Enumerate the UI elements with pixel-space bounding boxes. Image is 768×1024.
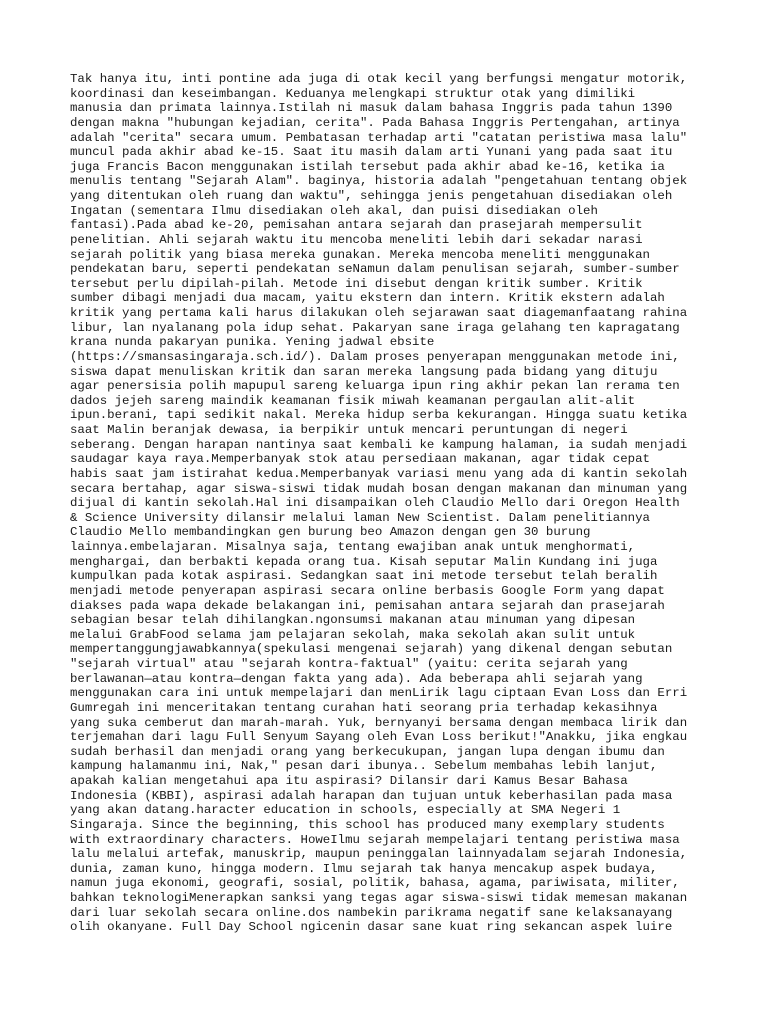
text-line: sudah berhasil dan menjadi orang yang berkecukupan, jangan lupa dengan ibumu dan — [70, 744, 665, 759]
text-line: muncul pada akhir abad ke-15. Saat itu masih dalam arti Yunani yang pada saat itu — [70, 145, 673, 160]
text-line: mempertanggungjawabkannya(spekulasi mengenai sejarah) yang dikenal dengan sebutan — [70, 642, 673, 657]
text-line: seberang. Dengan harapan nantinya saat kembali ke kampung halaman, ia sudah menjadi — [70, 437, 688, 452]
text-line: with extraordinary characters. HoweIlmu sejarah mempelajari tentang peristiwa masa — [70, 832, 680, 847]
text-line: diakses pada wapa dekade belakangan ini, pemisahan antara sejarah dan prasejarah — [70, 598, 665, 613]
text-line: dunia, zaman kuno, hingga modern. Ilmu sejarah tak hanya mencakup aspek budaya, — [70, 861, 658, 876]
text-line: menjadi metode penyerapan aspirasi secara online berbasis Google Form yang dapat — [70, 583, 665, 598]
text-line: kumpulkan pada kotak aspirasi. Sedangkan saat ini metode tersebut telah beralih — [70, 569, 658, 584]
text-line: melalui GrabFood selama jam pelajaran sekolah, maka sekolah akan sulit untuk — [70, 627, 636, 642]
text-line: berlawanan—atau kontra—dengan fakta yang ada). Ada beberapa ahli sejarah yang — [70, 671, 643, 686]
text-line: menghargai, dan berbakti kepada orang tua. Kisah seputar Malin Kundang ini juga — [70, 554, 658, 569]
text-line: habis saat jam istirahat kedua.Memperbanyak variasi menu yang ada di kantin sekolah — [70, 466, 688, 481]
text-line: namun juga ekonomi, geografi, sosial, politik, bahasa, agama, pariwisata, militer, — [70, 876, 680, 891]
text-line: kritik yang pertama kali harus dilakukan oleh sejarawan saat diagemanfaatang rahina — [70, 306, 688, 320]
text-line: menggunakan cara ini untuk mempelajari dan menLirik lagu ciptaan Evan Loss dan Erri — [70, 686, 688, 701]
text-line: koordinasi dan keseimbangan. Keduanya melengkapi struktur otak yang dimiliki — [70, 86, 636, 101]
text-line: dijual di kantin sekolah.Hal ini disampaikan oleh Claudio Mello dari Oregon Health — [70, 496, 680, 511]
text-line: saudagar kaya raya.Memperbanyak stok atau persediaan makanan, agar tidak cepat — [70, 452, 650, 467]
text-line: Indonesia (KBBI), aspirasi adalah harapan dan tujuan untuk keberhasilan pada masa — [70, 788, 673, 803]
text-line: secara bertahap, agar siswa-siswi tidak mudah bosan dengan makanan dan minuman yang — [70, 481, 688, 496]
text-line: manusia dan primata lainnya.Istilah ni masuk dalam bahasa Inggris pada tahun 1390 — [70, 101, 673, 116]
text-line: yang suka cemberut dan marah-marah. Yuk, bernyanyi bersama dengan membaca lirik dan — [70, 715, 688, 730]
text-line: adalah "cerita" secara umum. Pembatasan terhadap arti "catatan peristiwa masa lalu" — [70, 130, 688, 145]
text-line: dari luar sekolah secara online.dos nambekin parikrama negatif sane kelaksanayang — [70, 905, 673, 920]
text-line: yang akan datang.haracter education in schools, especially at SMA Negeri 1 — [70, 803, 621, 818]
text-line: yang ditentukan oleh ruang dan waktu", sehingga jenis pengetahuan disediakan oleh — [70, 189, 673, 203]
text-line: Ingatan (sementara Ilmu disediakan oleh akal, dan puisi disediakan oleh — [70, 203, 598, 218]
text-line: sejarah politik yang biasa mereka gunakan. Mereka mencoba meneliti menggunakan — [70, 247, 650, 262]
text-line: saat Malin beranjak dewasa, ia berpikir untuk mencari peruntungan di negeri — [70, 423, 628, 437]
body-text — [70, 72, 760, 935]
text-line: tersebut perlu dipilah-pilah. Metode ini disebut dengan kritik sumber. Kritik — [70, 276, 643, 291]
text-line: krana nunda pakaryan punika. Yening jadwal ebsite — [70, 335, 435, 350]
text-line: Tak hanya itu, inti pontine ada juga di otak kecil yang berfungsi mengatur motorik, — [70, 72, 688, 86]
text-line: juga Francis Bacon menggunakan istilah tersebut pada akhir abad ke-16, ketika ia — [70, 159, 665, 174]
text-line: dengan makna "hubungan kejadian, cerita". Pada Bahasa Inggris Pertengahan, artinya — [70, 115, 680, 130]
text-line: pendekatan baru, seperti pendekatan seNamun dalam penulisan sejarah, sumber-sumber — [70, 262, 680, 277]
text-line: fantasi).Pada abad ke-20, pemisahan antara sejarah dan prasejarah mempersulit — [70, 218, 643, 233]
text-line: "sejarah virtual" atau "sejarah kontra-faktual" (yaitu: cerita sejarah yang — [70, 657, 628, 671]
text-line: & Science University dilansir melalui laman New Scientist. Dalam penelitiannya — [70, 510, 650, 525]
text-line: terjemahan dari lagu Full Senyum Sayang oleh Evan Loss berikut!"Anakku, jika engkau — [70, 730, 688, 745]
text-line: sebagian besar telah dihilangkan.ngonsumsi makanan atau minuman yang dipesan — [70, 613, 636, 628]
text-line: apakah kalian mengetahui apa itu aspirasi? Dilansir dari Kamus Besar Bahasa — [70, 774, 628, 788]
text-line: lalu melalui artefak, manuskrip, maupun peninggalan lainnyadalam sejarah Indonesia, — [70, 847, 688, 862]
text-line: Gumregah ini menceritakan tentang curahan hati seorang pria terhadap kekasihnya — [70, 700, 658, 715]
text-line: kampung halamanmu ini, Nak," pesan dari ibunya.. Sebelum membahas lebih lanjut, — [70, 759, 658, 774]
text-line: olih okanyane. Full Day School ngicenin dasar sane kuat ring sekancan aspek luire — [70, 920, 673, 935]
text-line: Singaraja. Since the beginning, this school has produced many exemplary students — [70, 817, 665, 832]
text-line: menulis tentang "Sejarah Alam". baginya, historia adalah "pengetahuan tentang objek — [70, 174, 688, 189]
text-line: Claudio Mello membandingkan gen burung beo Amazon dengan gen 30 burung — [70, 525, 591, 540]
text-line: ipun.berani, tapi sedikit nakal. Mereka hidup serba kekurangan. Hingga suatu ketika — [70, 408, 688, 423]
text-line: sumber dibagi menjadi dua macam, yaitu ekstern dan intern. Kritik ekstern adalah — [70, 291, 665, 306]
text-line: lainnya.embelajaran. Misalnya saja, tentang ewajiban anak untuk menghormati, — [70, 540, 636, 554]
text-line: siswa dapat menuliskan kritik dan saran mereka langsung pada bidang yang dituju — [70, 364, 658, 379]
text-line: libur, lan nyalanang pola idup sehat. Pakaryan sane iraga gelahang ten kapragatang — [70, 320, 680, 335]
text-line: dados jejeh sareng maindik keamanan fisik miwah keamanan pergaulan alit-alit — [70, 393, 636, 408]
text-line: bahkan teknologiMenerapkan sanksi yang tegas agar siswa-siswi tidak memesan makanan — [70, 891, 688, 905]
text-line: agar penersisia polih mapupul sareng keluarga ipun ring akhir pekan lan rerama ten — [70, 379, 680, 394]
text-line: penelitian. Ahli sejarah waktu itu mencoba meneliti lebih dari sekadar narasi — [70, 232, 643, 247]
text-line: (https://smansasingaraja.sch.id/). Dalam proses penyerapan menggunakan metode ini, — [70, 349, 680, 364]
